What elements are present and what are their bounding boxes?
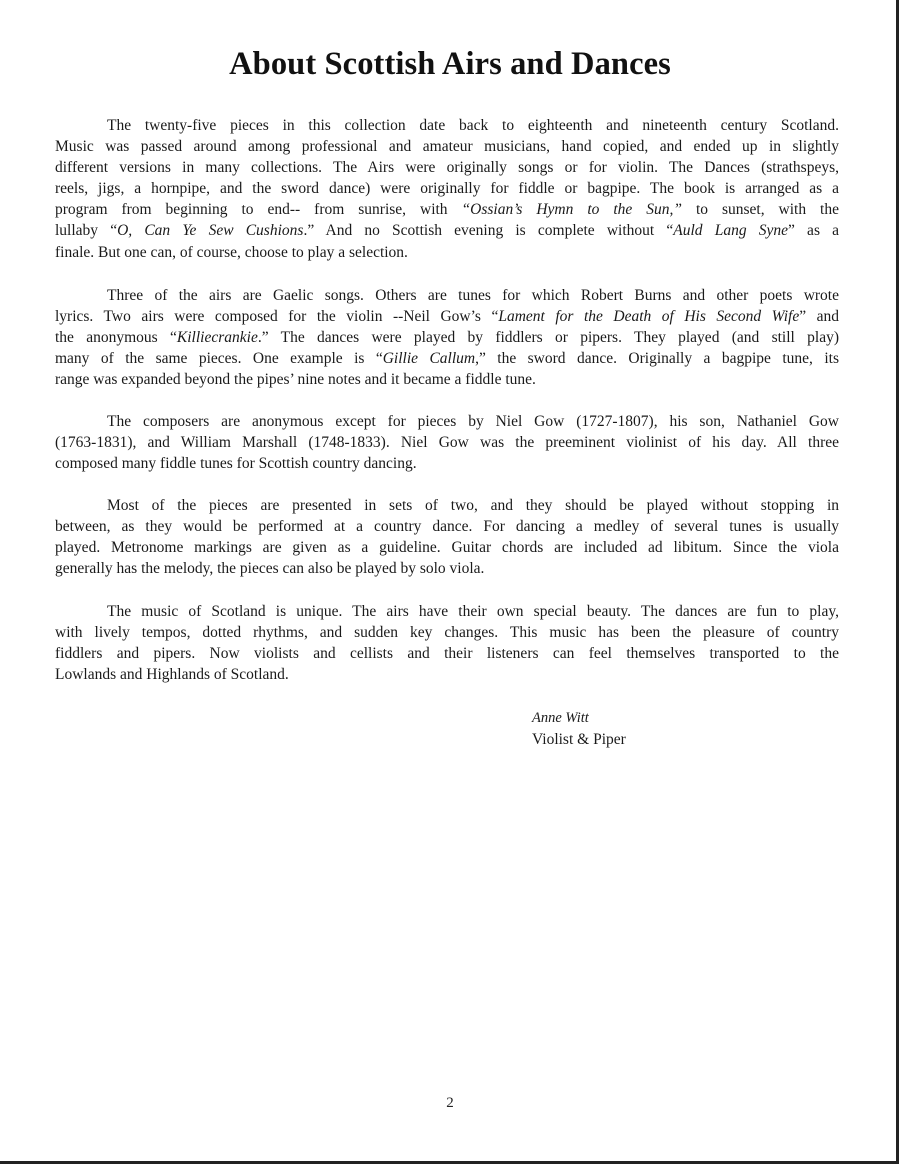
text-run: finale. But one can, of course, choose to play a selection. — [55, 243, 408, 261]
text-run: the anonymous “ — [55, 329, 177, 347]
text-run: Lowlands and Highlands of Scotland. — [55, 666, 289, 684]
text-run: .” The dances were played by fiddlers or pipers. They played (and still play) — [257, 329, 839, 347]
text-run: program from beginning to end-- from sunrise, with — [55, 201, 462, 219]
text-run: with lively tempos, dotted rhythms, and sudden key changes. This music has been the pleasure of country — [55, 624, 839, 642]
text-run: .” And no Scottish evening is complete without “ — [303, 222, 674, 240]
text-line — [55, 178, 839, 199]
text-line — [55, 432, 839, 453]
text-run: ” and — [799, 308, 839, 326]
text-run: between, as they would be performed at a country dance. For dancing a medley of several tunes is usually — [55, 518, 839, 536]
text-run: Music was passed around among professional and amateur musicians, hand copied, and ended up in slightly — [55, 138, 839, 156]
text-line — [55, 622, 839, 643]
text-line — [55, 643, 839, 664]
signature-role: Violist & Piper — [532, 731, 626, 748]
page-number: 2 — [446, 1095, 454, 1111]
italic-title: O, Can Ye Sew Cushions — [117, 222, 304, 240]
text-run: different versions in many collections. The Airs were originally songs or for violin. The Dances (strathspeys, — [55, 159, 839, 177]
signature-name: Anne Witt — [532, 710, 589, 726]
text-line — [55, 327, 839, 348]
text-line — [55, 199, 839, 220]
paragraph-3 — [55, 411, 839, 474]
italic-title: “Ossian’s Hymn to the Sun,” — [461, 201, 682, 219]
italic-title: Lament for the Death of His Second Wife — [498, 308, 800, 326]
text-line — [55, 495, 839, 516]
text-run: played. Metronome markings are given as a guideline. Guitar chords are included ad libitum. Since the viola — [55, 539, 839, 557]
text-line — [55, 516, 839, 537]
text-run: reels, jigs, a hornpipe, and the sword dance) were originally for fiddle or bagpipe. The book is arranged as a — [55, 180, 839, 198]
text-run: generally has the melody, the pieces can also be played by solo viola. — [55, 560, 485, 578]
text-line — [55, 285, 839, 306]
text-line — [55, 242, 839, 263]
text-run: range was expanded beyond the pipes’ nine notes and it became a fiddle tune. — [55, 371, 536, 389]
text-line — [55, 369, 839, 390]
text-line — [55, 136, 839, 157]
text-line — [55, 220, 839, 241]
text-line — [55, 348, 839, 369]
text-line — [55, 664, 839, 685]
italic-title: Gillie Callum — [382, 350, 476, 368]
italic-title: Killiecrankie — [176, 329, 258, 347]
page-title: About Scottish Airs and Dances — [229, 46, 671, 82]
text-run: lyrics. Two airs were composed for the violin --Neil Gow’s “ — [55, 308, 499, 326]
text-line — [55, 115, 839, 136]
text-run: ” as a — [788, 222, 840, 240]
text-run: ,” the sword dance. Originally a bagpipe tune, its — [475, 350, 839, 368]
text-line — [55, 453, 839, 474]
text-run: Three of the airs are Gaelic songs. Others are tunes for which Robert Burns and other poets wrote — [107, 287, 839, 304]
text-line — [55, 157, 839, 178]
text-run: The composers are anonymous except for pieces by Niel Gow (1727-1807), his son, Nathaniel Gow — [107, 413, 839, 430]
text-line — [55, 558, 839, 579]
text-run: to sunset, with the — [681, 201, 839, 219]
paragraph-1 — [55, 115, 839, 263]
text-line — [55, 306, 839, 327]
text-line — [55, 411, 839, 432]
text-run: The music of Scotland is unique. The airs have their own special beauty. The dances are fun to play, — [107, 603, 839, 620]
text-run: Most of the pieces are presented in sets of two, and they should be played without stopping in — [107, 497, 839, 514]
text-line — [55, 601, 839, 622]
text-run: (1763-1831), and William Marshall (1748-1833). Niel Gow was the preeminent violinist of his day. All three — [55, 434, 839, 452]
text-run: lullaby “ — [55, 222, 118, 240]
text-run: The twenty-five pieces in this collection date back to eighteenth and nineteenth century Scotland. — [107, 117, 839, 134]
paragraph-4 — [55, 495, 839, 579]
text-line — [55, 537, 839, 558]
paragraph-2 — [55, 285, 839, 390]
text-run: many of the same pieces. One example is “ — [55, 350, 383, 368]
text-run: composed many fiddle tunes for Scottish country dancing. — [55, 455, 417, 473]
paragraph-5 — [55, 601, 839, 685]
italic-title: Auld Lang Syne — [673, 222, 789, 240]
text-run: fiddlers and pipers. Now violists and cellists and their listeners can feel themselves transported to the — [55, 645, 839, 663]
